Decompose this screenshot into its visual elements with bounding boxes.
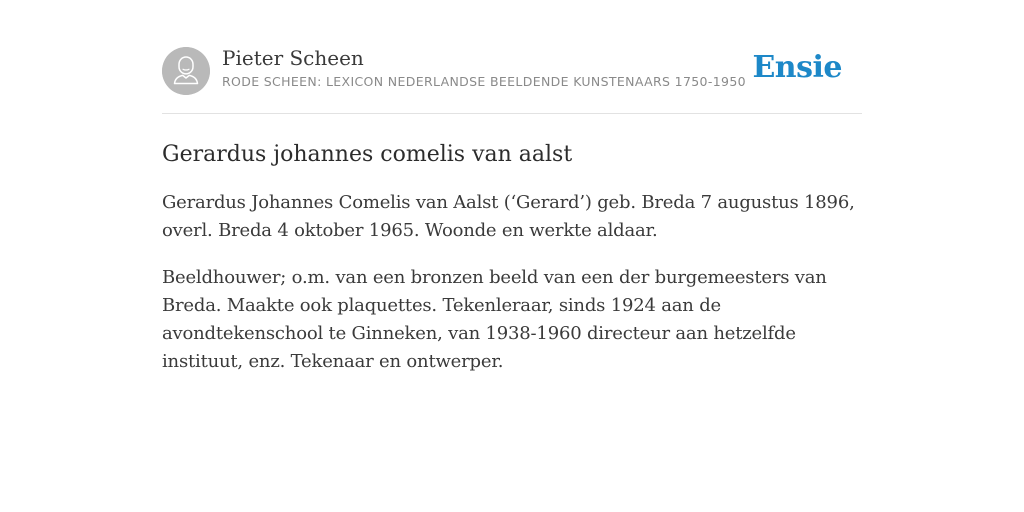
ensie-logo-link[interactable]: Ensie — [752, 50, 842, 85]
author-info — [222, 45, 782, 90]
article-paragraph-1: Gerardus Johannes Comelis van Aalst (‘Gerard’) geb. Breda 7 augustus 1896, overl. Breda 4 oktober 1965. Woonde en werkte aldaar. — [162, 192, 855, 241]
author-name-link[interactable]: Pieter Scheen — [222, 46, 364, 70]
source-name: RODE SCHEEN: LEXICON NEDERLANDSE BEELDENDE KUNSTENAARS 1750-1950 — [222, 74, 746, 89]
article-card — [162, 40, 862, 376]
article-paragraph-2: Beeldhouwer; o.m. van een bronzen beeld van een der burgemeesters van Breda. Maakte ook plaquettes. Tekenleraar, sinds 1924 aan de avondtekenschool te Ginneken, van 1938-1960 directeur aan hetzelfde instituut, enz. Tekenaar en ontwerper. — [162, 267, 827, 372]
user-silhouette-icon — [162, 47, 210, 95]
article-header — [162, 40, 862, 114]
article-title: Gerardus johannes comelis van aalst — [162, 142, 573, 167]
